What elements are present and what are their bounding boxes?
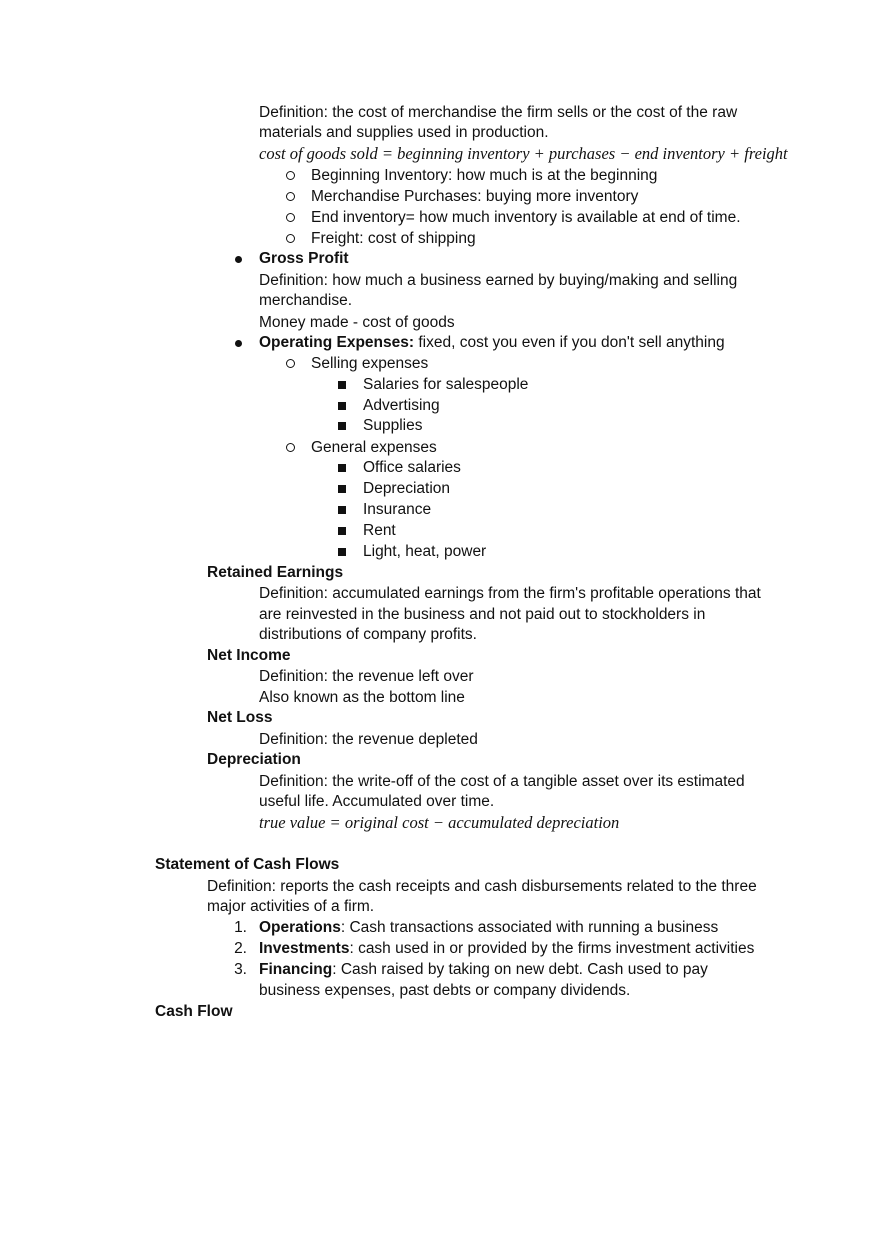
square-bullet-icon	[334, 458, 350, 478]
square-bullet-icon	[334, 479, 350, 499]
cogs-formula: cost of goods sold = beginning inventory + purchases − end inventory + freight	[259, 144, 788, 163]
list-item-continuation: business expenses, past debts or company dividends.	[259, 982, 631, 999]
list-number: 2.	[234, 940, 247, 957]
square-bullet-icon	[334, 500, 350, 520]
list-number: 1.	[234, 919, 247, 936]
selling-expenses-label: Selling expenses	[311, 355, 429, 372]
depreciation-heading: Depreciation	[207, 751, 301, 768]
list-item-text: : cash used in or provided by the firms investment activities	[349, 940, 755, 957]
cogs-definition-line1: Definition: the cost of merchandise the firm sells or the cost of the raw	[259, 104, 738, 121]
operating-expenses-heading: Operating Expenses:	[259, 334, 415, 351]
net-loss-heading: Net Loss	[207, 709, 273, 726]
list-item: Beginning Inventory: how much is at the beginning	[311, 167, 658, 184]
cash-flows-definition-line2: major activities of a firm.	[207, 898, 375, 915]
list-item-text: : Cash raised by taking on new debt. Cash used to pay	[332, 961, 708, 978]
list-item: Salaries for salespeople	[363, 376, 529, 393]
circle-bullet-icon	[282, 208, 298, 228]
circle-bullet-icon	[282, 187, 298, 207]
list-item: End inventory= how much inventory is available at end of time.	[311, 209, 741, 226]
list-item: Supplies	[363, 417, 423, 434]
gross-profit-note: Money made - cost of goods	[259, 314, 455, 331]
square-bullet-icon	[334, 396, 350, 416]
operating-expenses-line	[259, 333, 725, 353]
net-income-definition: Definition: the revenue left over	[259, 668, 474, 685]
square-bullet-icon	[334, 375, 350, 395]
list-item: Merchandise Purchases: buying more inventory	[311, 188, 639, 205]
retained-earnings-definition-line3: distributions of company profits.	[259, 626, 477, 643]
gross-profit-heading: Gross Profit	[259, 250, 349, 267]
circle-bullet-icon	[282, 354, 298, 374]
dot-bullet-icon	[230, 333, 246, 353]
net-loss-definition: Definition: the revenue depleted	[259, 731, 478, 748]
list-item	[259, 960, 708, 980]
cogs-definition-line2: materials and supplies used in production.	[259, 124, 549, 141]
circle-bullet-icon	[282, 229, 298, 249]
circle-bullet-icon	[282, 438, 298, 458]
list-item: Insurance	[363, 501, 432, 518]
cash-flows-heading: Statement of Cash Flows	[155, 856, 340, 873]
square-bullet-icon	[334, 416, 350, 436]
cash-flows-definition-line1: Definition: reports the cash receipts and cash disbursements related to the three	[207, 878, 757, 895]
list-item-term: Investments	[259, 940, 350, 957]
net-income-note: Also known as the bottom line	[259, 689, 465, 706]
list-item: Freight: cost of shipping	[311, 230, 476, 247]
general-expenses-label: General expenses	[311, 439, 437, 456]
retained-earnings-definition-line1: Definition: accumulated earnings from the firm's profitable operations that	[259, 585, 761, 602]
circle-bullet-icon	[282, 166, 298, 186]
depreciation-formula: true value = original cost − accumulated depreciation	[259, 813, 620, 832]
list-item	[259, 918, 718, 938]
retained-earnings-definition-line2: are reinvested in the business and not paid out to stockholders in	[259, 606, 706, 623]
list-item-term: Operations	[259, 919, 341, 936]
square-bullet-icon	[334, 542, 350, 562]
cash-flow-heading: Cash Flow	[155, 1003, 233, 1020]
net-income-heading: Net Income	[207, 647, 291, 664]
list-item: Advertising	[363, 397, 440, 414]
list-item: Rent	[363, 522, 396, 539]
list-item-text: : Cash transactions associated with running a business	[340, 919, 719, 936]
dot-bullet-icon	[230, 249, 246, 269]
list-item	[259, 939, 754, 959]
gross-profit-definition-line2: merchandise.	[259, 292, 353, 309]
list-number: 3.	[234, 961, 247, 978]
list-item-term: Financing	[259, 961, 333, 978]
depreciation-definition-line1: Definition: the write-off of the cost of a tangible asset over its estimated	[259, 773, 745, 790]
list-item: Depreciation	[363, 480, 451, 497]
list-item: Light, heat, power	[363, 543, 487, 560]
depreciation-definition-line2: useful life. Accumulated over time.	[259, 793, 495, 810]
list-item: Office salaries	[363, 459, 461, 476]
retained-earnings-heading: Retained Earnings	[207, 564, 344, 581]
operating-expenses-desc: fixed, cost you even if you don't sell anything	[414, 334, 725, 351]
gross-profit-definition-line1: Definition: how much a business earned by buying/making and selling	[259, 272, 738, 289]
square-bullet-icon	[334, 521, 350, 541]
